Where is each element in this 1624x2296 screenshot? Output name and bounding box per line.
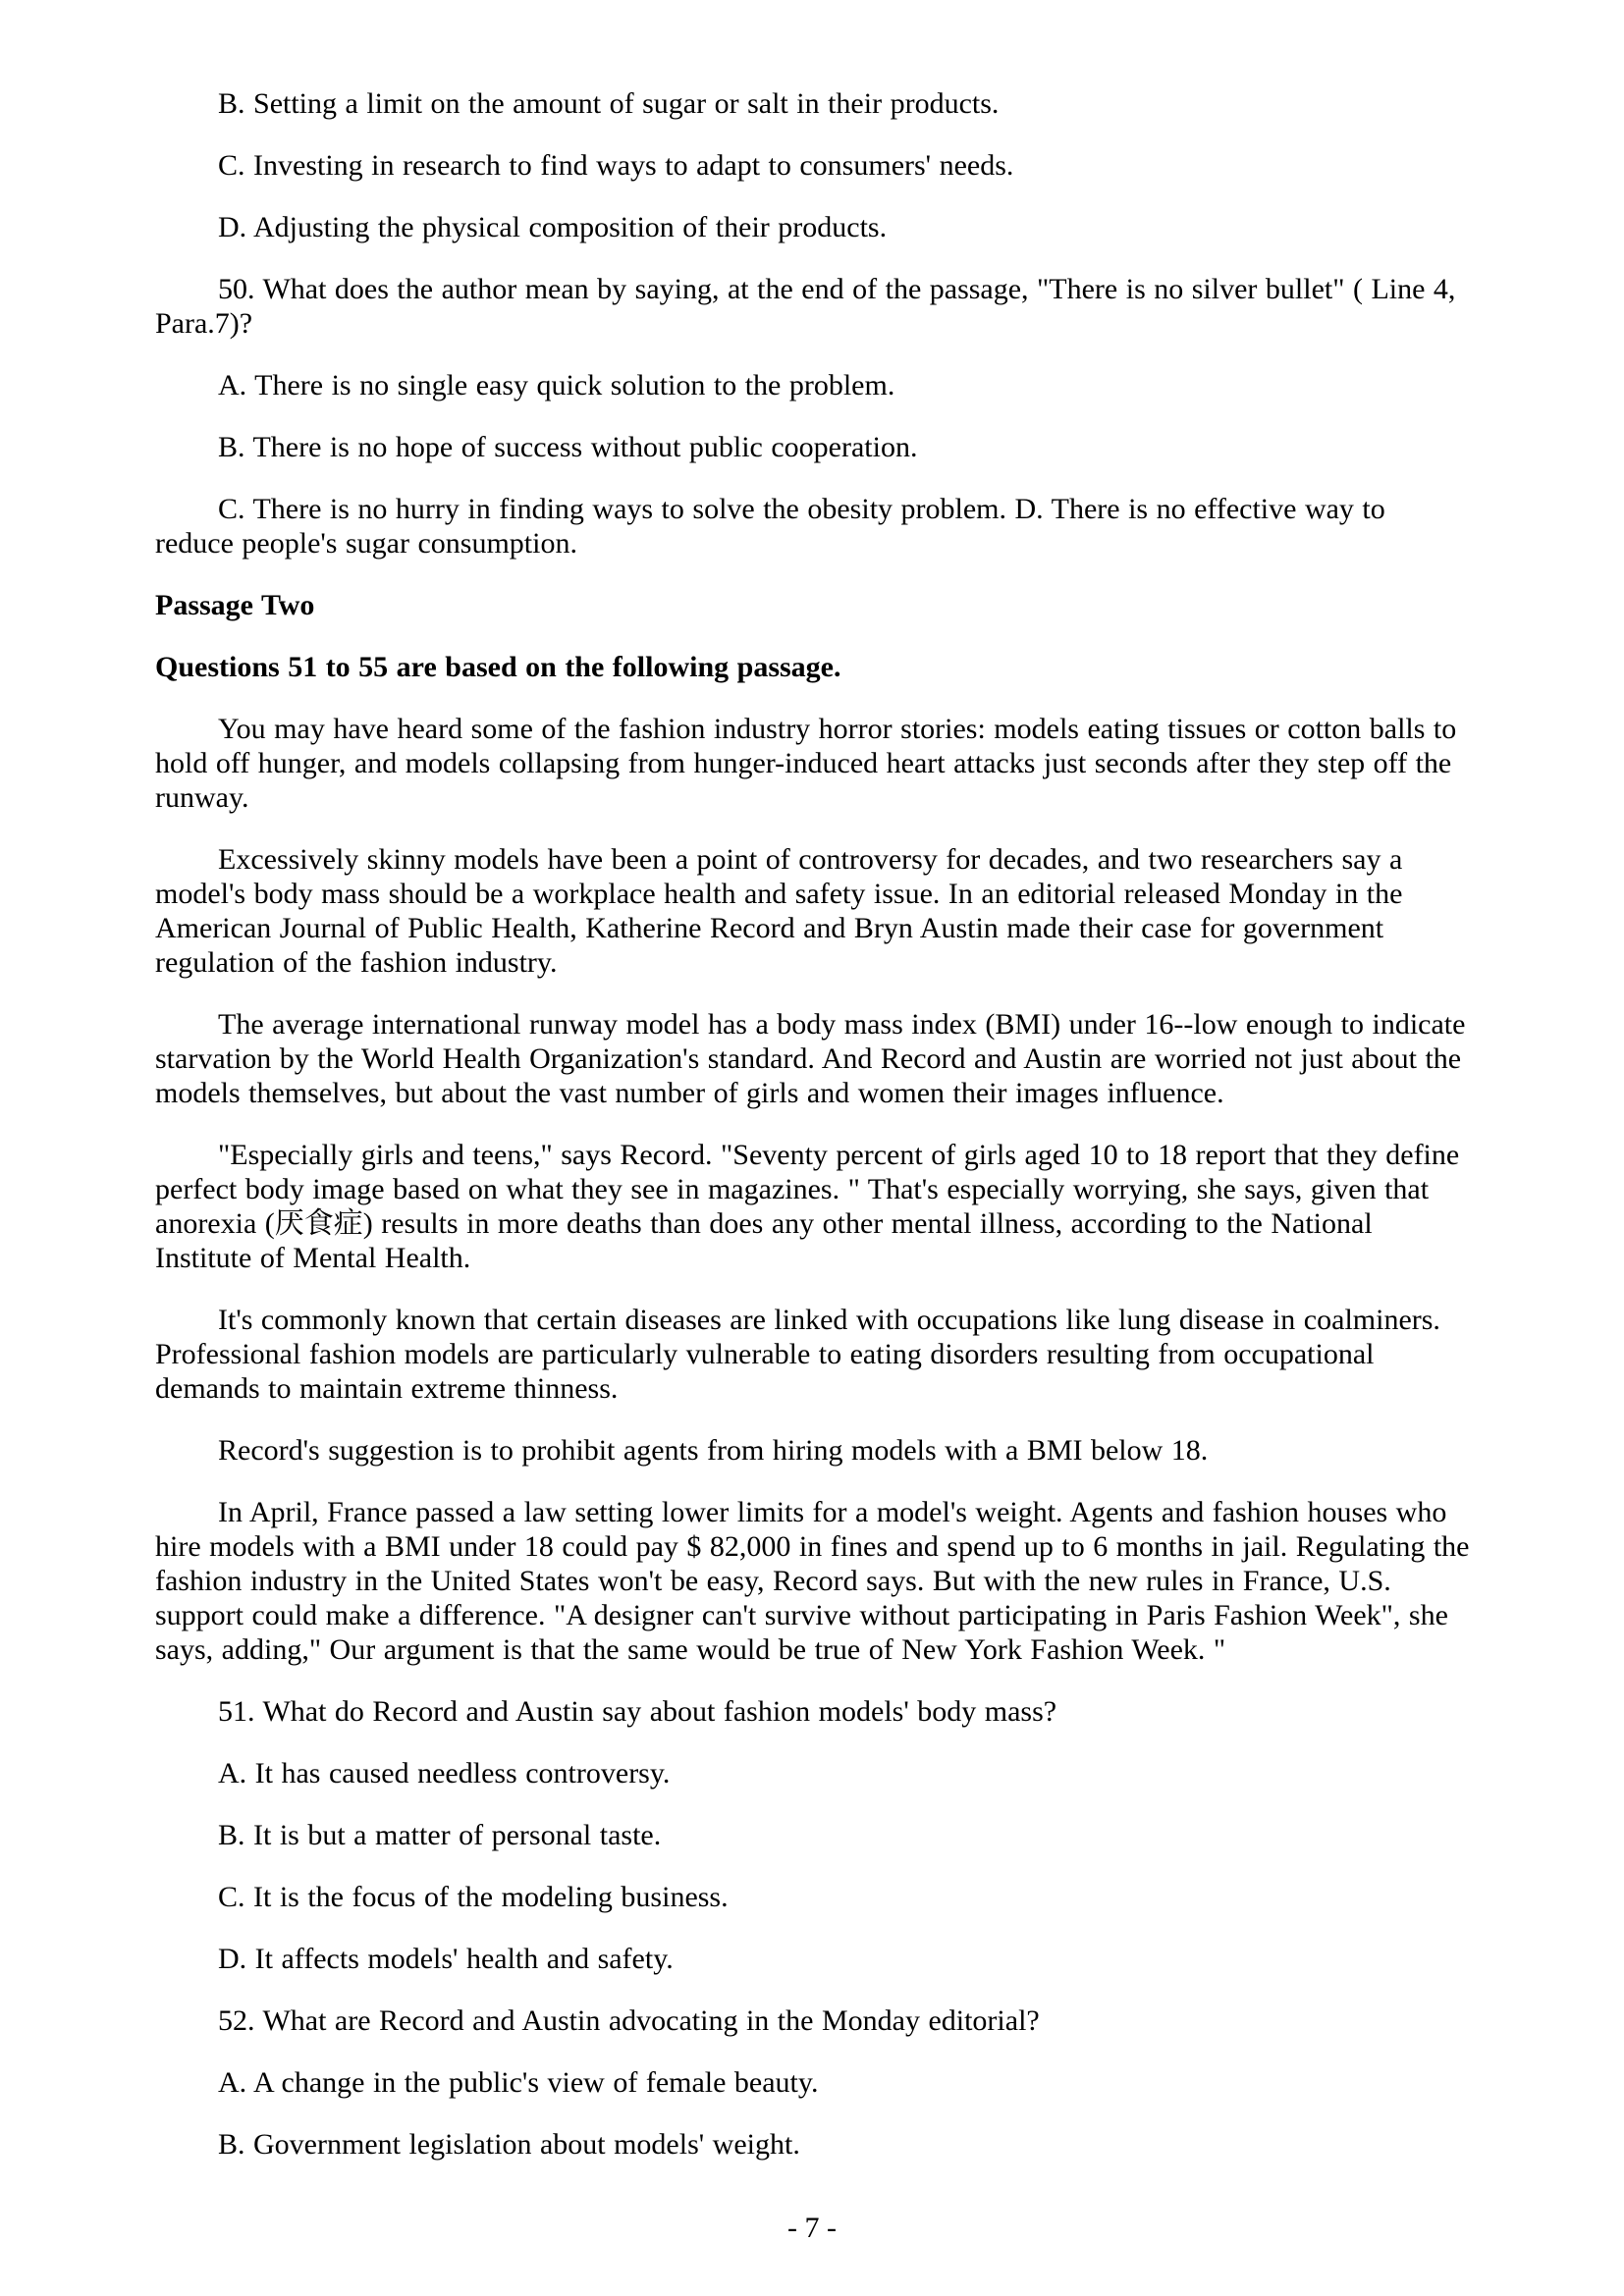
answer-option: C. Investing in research to find ways to adapt to consumers' needs.	[218, 149, 1014, 182]
answer-option: B. Government legislation about models' weight.	[218, 2128, 800, 2161]
question-text: 50. What does the author mean by saying, at the end of the passage, "There is no silver bullet" ( Line 4, Para.7)?	[155, 273, 1456, 340]
passage-paragraph: You may have heard some of the fashion industry horror stories: models eating tissues or cotton balls to hold off hunger, and models collapsing from hunger-induced heart attacks just seconds after they step off the runway.	[155, 713, 1457, 814]
exam-text-content	[155, 86, 1470, 2162]
section-heading: Passage Two	[155, 589, 315, 621]
answer-option: A. There is no single easy quick solution to the problem.	[218, 369, 895, 401]
answer-option: B. There is no hope of success without public cooperation.	[218, 431, 918, 463]
page-number: - 7 -	[787, 2212, 837, 2244]
passage-paragraph: In April, France passed a law setting lower limits for a model's weight. Agents and fashion houses who hire models with a BMI under 18 could pay $ 82,000 in fines and spend up to 6 months in jail. Regulating the fashion industry in the United States won't be easy, Record says. But with the new rules in France, U.S. support could make a difference. "A designer can't survive without participating in Paris Fashion Week", she says, adding," Our argument is that the same would be true of New York Fashion Week. "	[155, 1496, 1470, 1666]
answer-option: D. Adjusting the physical composition of their products.	[218, 211, 888, 243]
passage-paragraph: Excessively skinny models have been a point of controversy for decades, and two researchers say a model's body mass should be a workplace health and safety issue. In an editorial released Monday in the American Journal of Public Health, Katherine Record and Bryn Austin made their case for government regulation of the fashion industry.	[155, 843, 1403, 979]
question-text: 51. What do Record and Austin say about fashion models' body mass?	[218, 1695, 1057, 1728]
passage-paragraph: Record's suggestion is to prohibit agents from hiring models with a BMI below 18.	[218, 1434, 1209, 1467]
answer-option: B. It is but a matter of personal taste.	[218, 1819, 662, 1851]
passage-paragraph: The average international runway model has a body mass index (BMI) under 16--low enough to indicate starvation by the World Health Organization's standard. And Record and Austin are worried not just about the models themselves, but about the vast number of girls and women their images influence.	[155, 1008, 1466, 1109]
passage-paragraph: "Especially girls and teens," says Record. "Seventy percent of girls aged 10 to 18 report that they define perfect body image based on what they see in magazines. " That's especially worrying, she says, given that anorexia (厌食症) results in more deaths than does any other mental illness, according to the National Institute of Mental Health.	[155, 1139, 1460, 1274]
answer-option: B. Setting a limit on the amount of sugar or salt in their products.	[218, 87, 1000, 120]
passage-paragraph: It's commonly known that certain diseases are linked with occupations like lung disease in coalminers. Professional fashion models are particularly vulnerable to eating disorders resulting from occupational demands to maintain extreme thinness.	[155, 1304, 1440, 1405]
answer-option: D. It affects models' health and safety.	[218, 1943, 674, 1975]
section-heading: Questions 51 to 55 are based on the following passage.	[155, 651, 841, 683]
answer-option: A. It has caused needless controversy.	[218, 1757, 671, 1789]
answer-option: C. It is the focus of the modeling business.	[218, 1881, 729, 1913]
answer-option: C. There is no hurry in finding ways to solve the obesity problem. D. There is no effective way to reduce people's sugar consumption.	[155, 493, 1385, 560]
answer-option: A. A change in the public's view of female beauty.	[218, 2066, 819, 2099]
question-text: 52. What are Record and Austin advocating in the Monday editorial?	[218, 2004, 1040, 2037]
